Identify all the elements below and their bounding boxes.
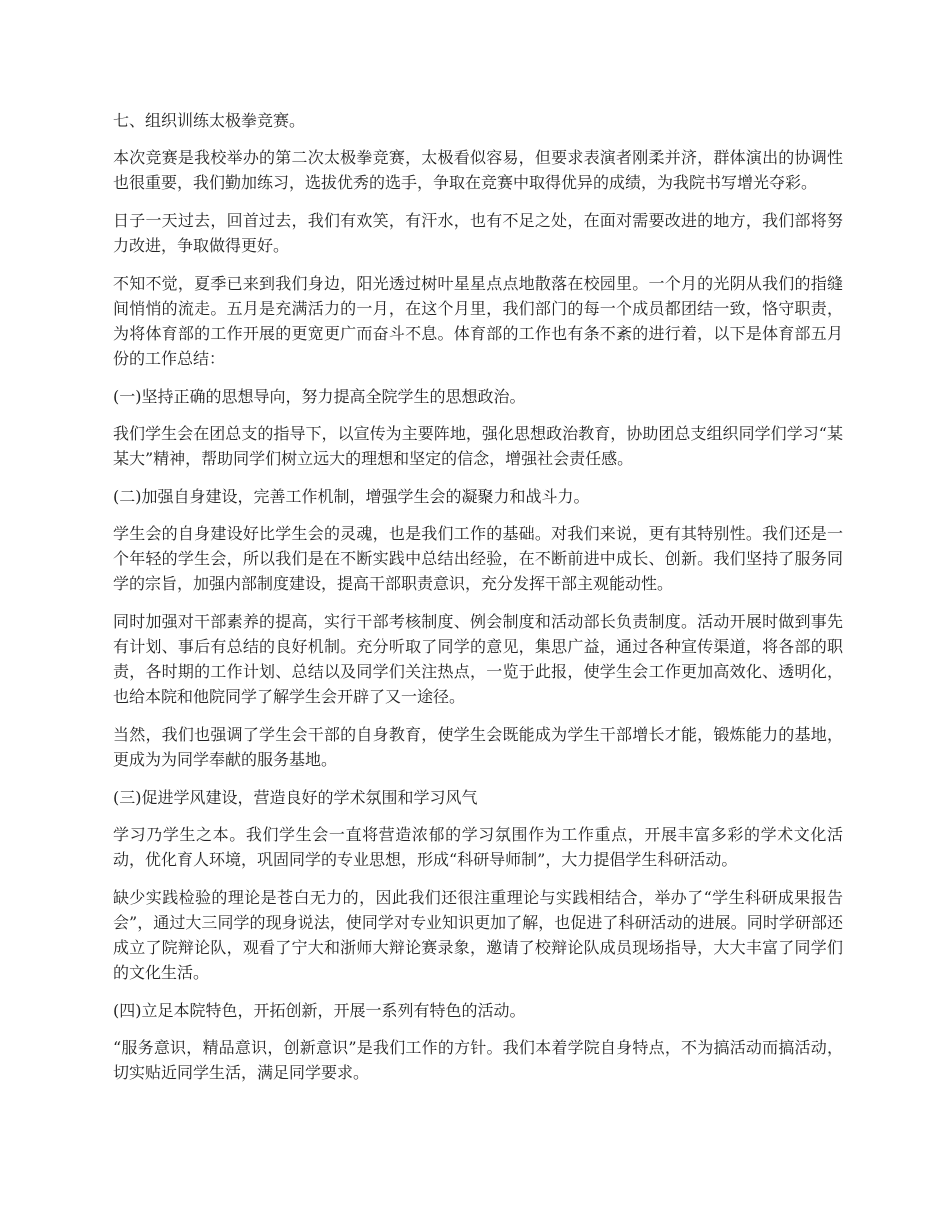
paragraph: 本次竞赛是我校举办的第二次太极拳竞赛，太极看似容易，但要求表演者刚柔并济，群体演出的协调性也很重要，我们勤加练习，选拔优秀的选手，争取在竞赛中取得优异的成绩，为我院书写增光夺彩。 <box>113 148 843 192</box>
section-heading-3: (三)促进学风建设，营造良好的学术氛围和学习风气 <box>113 788 478 807</box>
section-heading-2: (二)加强自身建设，完善工作机制，增强学生会的凝聚力和战斗力。 <box>113 487 590 506</box>
paragraph: 我们学生会在团总支的指导下，以宣传为主要阵地，强化思想政治教育，协助团总支组织同学们学习“某某大”精神，帮助同学们树立远大的理想和坚定的信念，增强社会责任感。 <box>113 424 843 468</box>
paragraph: 日子一天过去，回首过去，我们有欢笑，有汗水，也有不足之处，在面对需要改进的地方，我们部将努力改进，争取做得更好。 <box>113 211 843 255</box>
document-page <box>113 108 843 1098</box>
paragraph: 学生会的自身建设好比学生会的灵魂，也是我们工作的基础。对我们来说，更有其特别性。我们还是一个年轻的学生会，所以我们是在不断实践中总结出经验，在不断前进中成长、创新。我们坚持了服务同学的宗旨，加强内部制度建设，提高干部职责意识，充分发挥干部主观能动性。 <box>113 524 843 593</box>
section-heading-1: (一)坚持正确的思想导向，努力提高全院学生的思想政治。 <box>113 387 526 406</box>
section-heading-4: (四)立足本院特色，开拓创新，开展一系列有特色的活动。 <box>113 1001 526 1020</box>
paragraph: 不知不觉，夏季已来到我们身边，阳光透过树叶星星点点地散落在校园里。一个月的光阴从我们的指缝间悄悄的流走。五月是充满活力的一月，在这个月里，我们部门的每一个成员都团结一致，恪守职责，为将体育部的工作开展的更宽更广而奋斗不息。体育部的工作也有条不紊的进行着，以下是体育部五月份的工作总结： <box>113 274 843 368</box>
paragraph: “服务意识，精品意识，创新意识”是我们工作的方针。我们本着学院自身特点，不为搞活动而搞活动，切实贴近同学生活，满足同学要求。 <box>113 1038 843 1082</box>
paragraph: 缺少实践检验的理论是苍白无力的，因此我们还很注重理论与实践相结合，举办了“学生科研成果报告会”，通过大三同学的现身说法，使同学对专业知识更加了解，也促进了科研活动的进展。同时学研部还成立了院辩论队，观看了宁大和浙师大辩论赛录象，邀请了校辩论队成员现场指导，大大丰富了同学们的文化生活。 <box>113 888 843 982</box>
section-heading-7: 七、组织训练太极拳竞赛。 <box>113 111 306 130</box>
paragraph: 学习乃学生之本。我们学生会一直将营造浓郁的学习氛围作为工作重点，开展丰富多彩的学术文化活动，优化育人环境，巩固同学的专业思想，形成“科研导师制”，大力提倡学生科研活动。 <box>113 825 843 869</box>
paragraph: 同时加强对干部素养的提高，实行干部考核制度、例会制度和活动部长负责制度。活动开展时做到事先有计划、事后有总结的良好机制。充分听取了同学的意见，集思广益，通过各种宣传渠道，将各部的职责，各时期的工作计划、总结以及同学们关注热点，一览于此报，使学生会工作更加高效化、透明化，也给本院和他院同学了解学生会开辟了又一途径。 <box>113 612 843 706</box>
paragraph: 当然，我们也强调了学生会干部的自身教育，使学生会既能成为学生干部增长才能，锻炼能力的基地，更成为为同学奉献的服务基地。 <box>113 725 843 769</box>
